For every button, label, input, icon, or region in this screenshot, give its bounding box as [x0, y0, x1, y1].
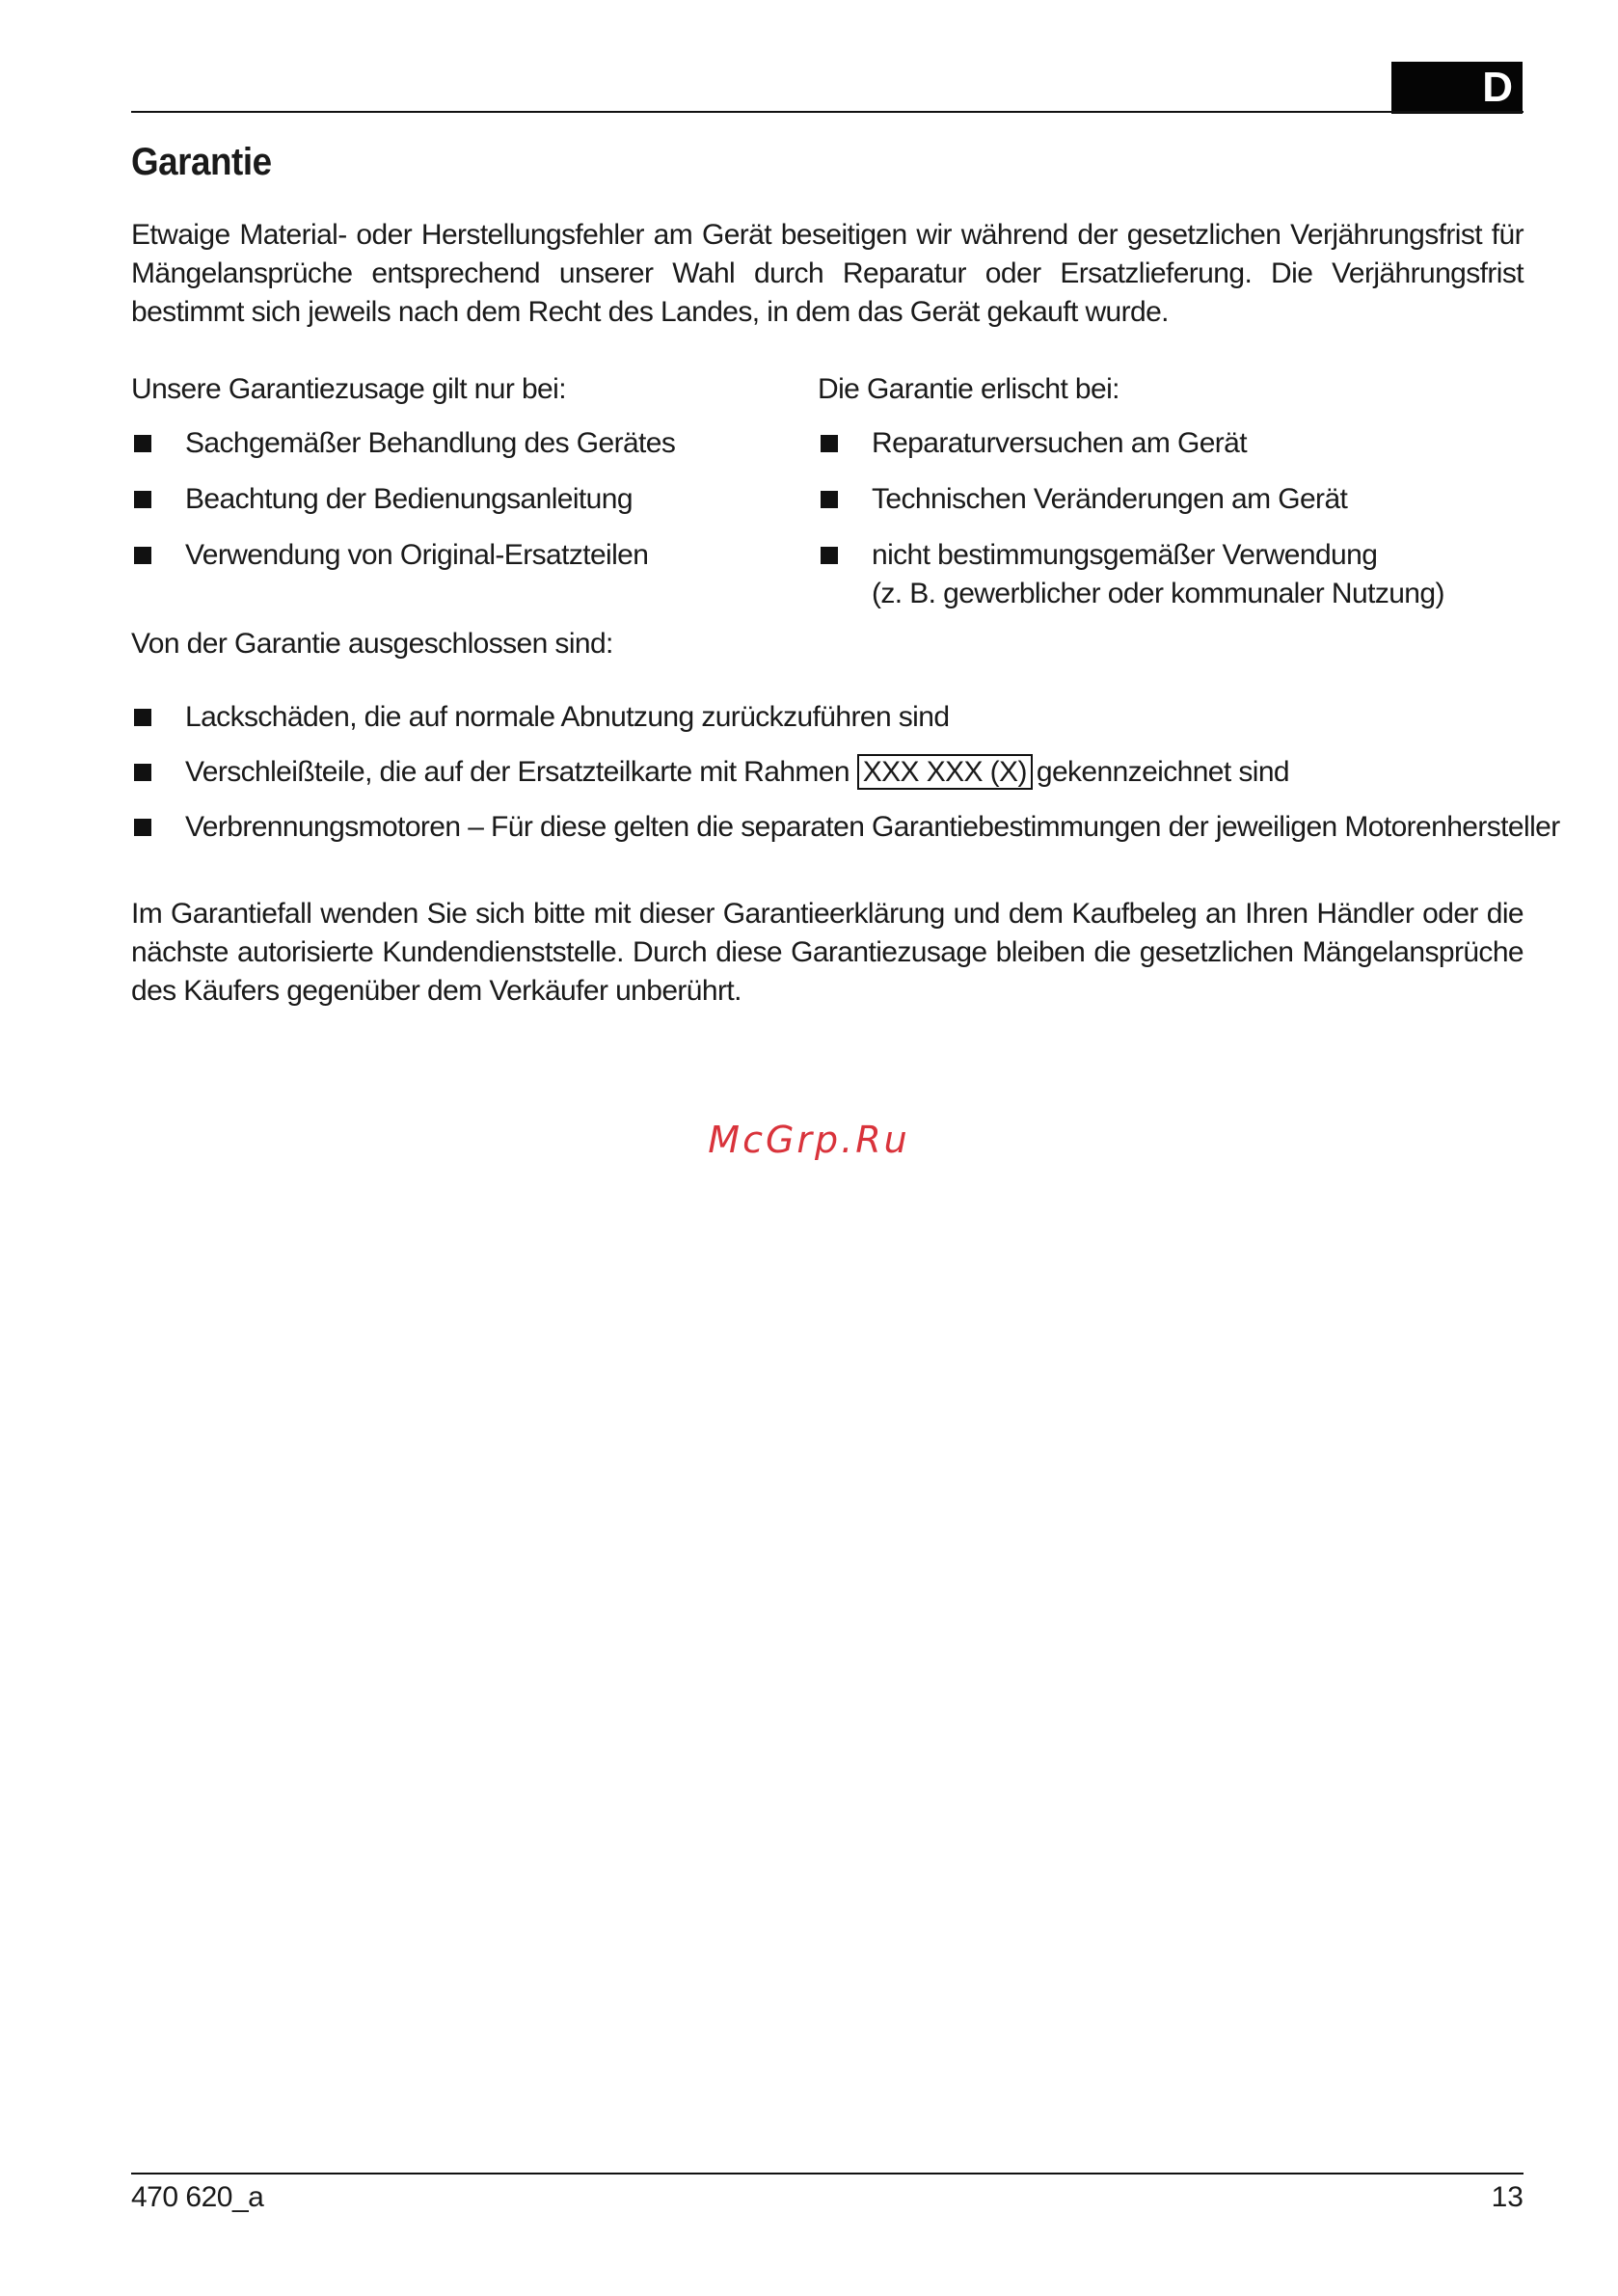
excluded-list — [131, 698, 1560, 863]
list-item-text: Lackschäden, die auf normale Abnutzung zurückzuführen sind — [185, 701, 950, 733]
list-item-text: Sachgemäßer Behandlung des Gerätes — [185, 427, 676, 459]
watermark-link[interactable]: McGrp.Ru — [708, 1119, 910, 1161]
list-item-text: Verwendung von Original-Ersatzteilen — [185, 539, 649, 571]
excluded-section-heading: Von der Garantie ausgeschlossen sind: — [131, 628, 613, 660]
square-bullet-icon — [134, 547, 151, 564]
footer-rule — [131, 2173, 1524, 2174]
list-item — [818, 480, 1444, 519]
list-item — [818, 536, 1444, 613]
square-bullet-icon — [134, 709, 151, 726]
void-section-heading: Die Garantie erlischt bei: — [818, 373, 1119, 405]
list-item — [131, 808, 1560, 847]
page-number: 13 — [1491, 2181, 1524, 2213]
list-item — [131, 480, 675, 519]
intro-paragraph: Etwaige Material- oder Herstellungsfehler am Gerät beseitigen wir während der gesetzlichen Verjährungsfrist für Mängelansprüche entsprechend unserer Wahl durch Reparatur oder Ersatzlieferung. Die Verjährungsfrist bestimmt sich jeweils nach dem Recht des Landes, in dem das Gerät gekauft wurde. — [131, 219, 1524, 328]
list-item-text: Reparaturversuchen am Gerät — [872, 427, 1247, 459]
list-item-text-end: gekennzeichnet sind — [1036, 756, 1289, 788]
square-bullet-icon — [134, 819, 151, 836]
list-item-text: Verbrennungsmotoren – Für diese gelten die separaten Garantiebestimmungen der jeweiligen Motorenhersteller — [185, 811, 1560, 843]
header-rule — [131, 111, 1524, 113]
list-item-text: Beachtung der Bedienungsanleitung — [185, 483, 633, 515]
list-item-text: nicht bestimmungsgemäßer Verwendung — [872, 539, 1378, 571]
list-item — [131, 536, 675, 575]
void-conditions-list — [818, 424, 1444, 631]
list-item — [818, 424, 1444, 463]
list-item-text: Verschleißteile, die auf der Ersatzteilkarte mit Rahmen — [185, 756, 849, 788]
square-bullet-icon — [821, 491, 838, 508]
document-id: 470 620_a — [131, 2181, 264, 2213]
valid-section-heading: Unsere Garantiezusage gilt nur bei: — [131, 373, 566, 405]
list-item-text: Technischen Veränderungen am Gerät — [872, 483, 1348, 515]
part-number-frame: XXX XXX (X) — [857, 754, 1033, 790]
square-bullet-icon — [821, 435, 838, 452]
valid-conditions-list — [131, 424, 675, 592]
language-tab: D — [1391, 62, 1523, 114]
square-bullet-icon — [134, 764, 151, 781]
page-title: Garantie — [131, 141, 272, 183]
square-bullet-icon — [134, 491, 151, 508]
list-item — [131, 753, 1560, 792]
closing-paragraph: Im Garantiefall wenden Sie sich bitte mit dieser Garantieerklärung und dem Kaufbeleg an Ihren Händler oder die nächste autorisierte Kundendienststelle. Durch diese Garantiezusage bleiben die gesetzlichen Mängelansprüche des Käufers gegenüber dem Verkäufer unberührt. — [131, 898, 1524, 1007]
square-bullet-icon — [134, 435, 151, 452]
list-item — [131, 424, 675, 463]
list-item-subtext: (z. B. gewerblicher oder kommunaler Nutzung) — [872, 578, 1444, 609]
square-bullet-icon — [821, 547, 838, 564]
list-item — [131, 698, 1560, 737]
